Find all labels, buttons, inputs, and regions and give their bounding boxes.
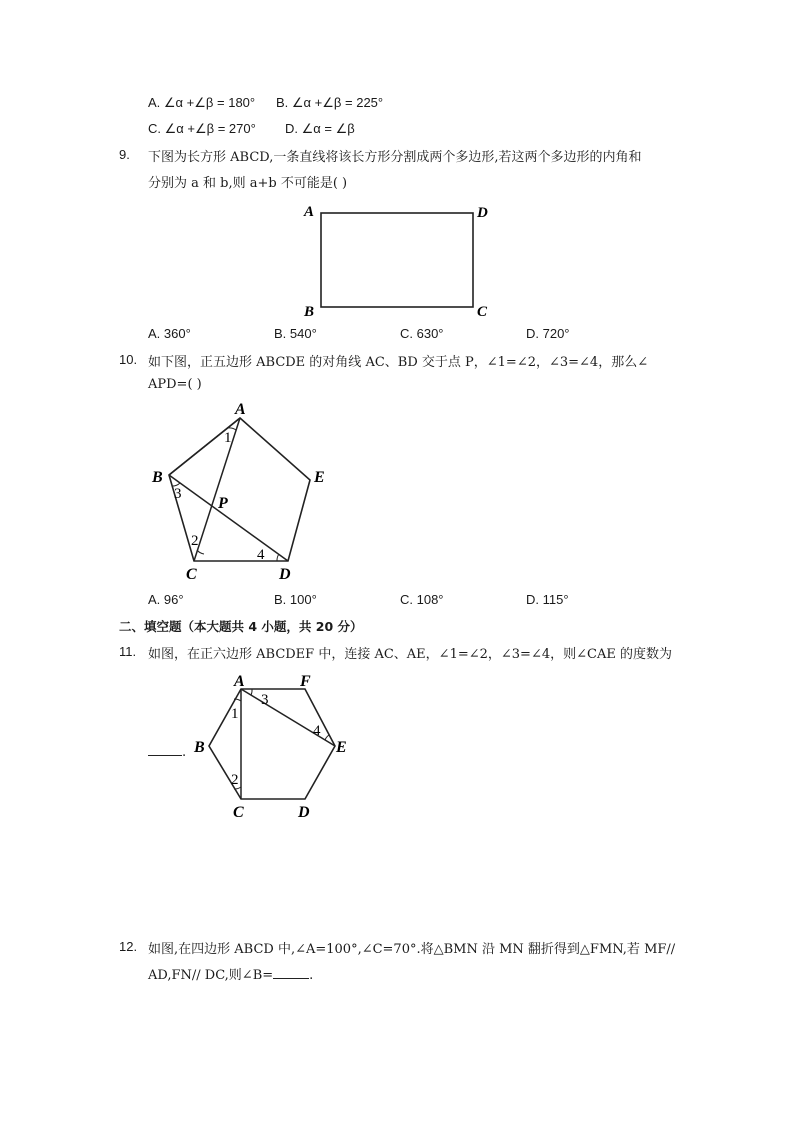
label-a: A [235,401,246,418]
label-p: P [218,495,228,512]
angle-label-3: 3 [174,486,182,502]
diagonal-bd [169,475,288,561]
angle-label-1: 1 [224,430,232,446]
label-d: D [279,566,291,583]
angle-arc-4 [325,735,329,740]
q11-answer-blank[interactable] [148,741,182,756]
label-d: D [477,205,488,221]
q9-option-c: C. 630° [400,326,444,341]
q12-tail: . [309,968,314,983]
section-title-fill-in: 二、填空题（本大题共 4 小题，共 20 分） [119,619,363,634]
angle-label-4: 4 [313,723,321,739]
q10-text-line1: 如下图，正五边形 ABCDE 的对角线 AC、BD 交于点 P，∠1=∠2，∠3=∠4，那么∠ [148,355,649,370]
q9-rectangle-figure [296,196,506,324]
diagonal-ac [194,418,240,561]
hexagon-abcdef [209,689,335,799]
q9-number: 9. [119,147,130,162]
q10-text-line2: APD=( ) [148,377,202,392]
segment-ab [169,418,240,475]
q9-option-a: A. 360° [148,326,191,341]
angle-label-2: 2 [191,533,199,549]
label-f: F [300,673,311,690]
label-b: B [194,739,205,756]
q12-answer-blank[interactable] [273,964,309,979]
q8-option-a: A. ∠α +∠β = 180° [148,95,256,110]
q9-option-b: B. 540° [274,326,317,341]
label-e: E [314,469,325,486]
q12-text-line2 [148,964,313,983]
q10-option-d: D. 115° [526,592,569,607]
q11-tail: . [182,745,187,760]
q12-number: 12. [119,939,138,954]
q9-text-line1: 下图为长方形 ABCD,一条直线将该长方形分割成两个多边形,若这两个多边形的内角和 [148,150,642,165]
label-c: C [477,304,488,320]
q9-text-line2: 分别为 a 和 b,则 a+b 不可能是( ) [148,176,348,191]
angle-arc-2 [197,550,204,554]
label-a: A [304,204,315,220]
q11-text-line1: 如图，在正六边形 ABCDEF 中，连接 AC、AE，∠1=∠2，∠3=∠4，则∠CAE 的度数为 [148,647,672,662]
angle-arc-3 [251,689,252,695]
angle-label-1: 1 [231,706,239,722]
q12-text-line2-body: AD,FN// DC,则∠B= [148,968,274,983]
label-a: A [234,673,245,690]
q10-option-a: A. 96° [148,592,184,607]
angle-arc-4 [277,554,279,561]
q12-text-line1: 如图,在四边形 ABCD 中,∠A=100°,∠C=70°.将△BMN 沿 MN 翻折得到△FMN,若 MF// [148,942,676,957]
q11-number: 11. [119,644,137,659]
label-e: E [336,739,347,756]
label-b: B [152,469,163,486]
q8-option-d: D. ∠α = ∠β [285,121,355,136]
q9-option-d: D. 720° [526,326,570,341]
q11-answer-line [148,741,186,760]
angle-label-2: 2 [231,772,239,788]
q10-pentagon-figure [140,398,350,584]
q8-option-b: B. ∠α +∠β = 225° [276,95,384,110]
q11-hexagon-figure [188,668,358,820]
label-d: D [298,804,310,820]
label-c: C [233,804,244,820]
angle-label-4: 4 [257,547,265,563]
angle-label-3: 3 [261,692,269,708]
q10-number: 10. [119,352,138,367]
label-c: C [186,566,197,583]
q8-option-c: C. ∠α +∠β = 270° [148,121,256,136]
rectangle-abcd [321,213,473,307]
q10-option-b: B. 100° [274,592,317,607]
q10-option-c: C. 108° [400,592,444,607]
label-b: B [304,304,315,320]
